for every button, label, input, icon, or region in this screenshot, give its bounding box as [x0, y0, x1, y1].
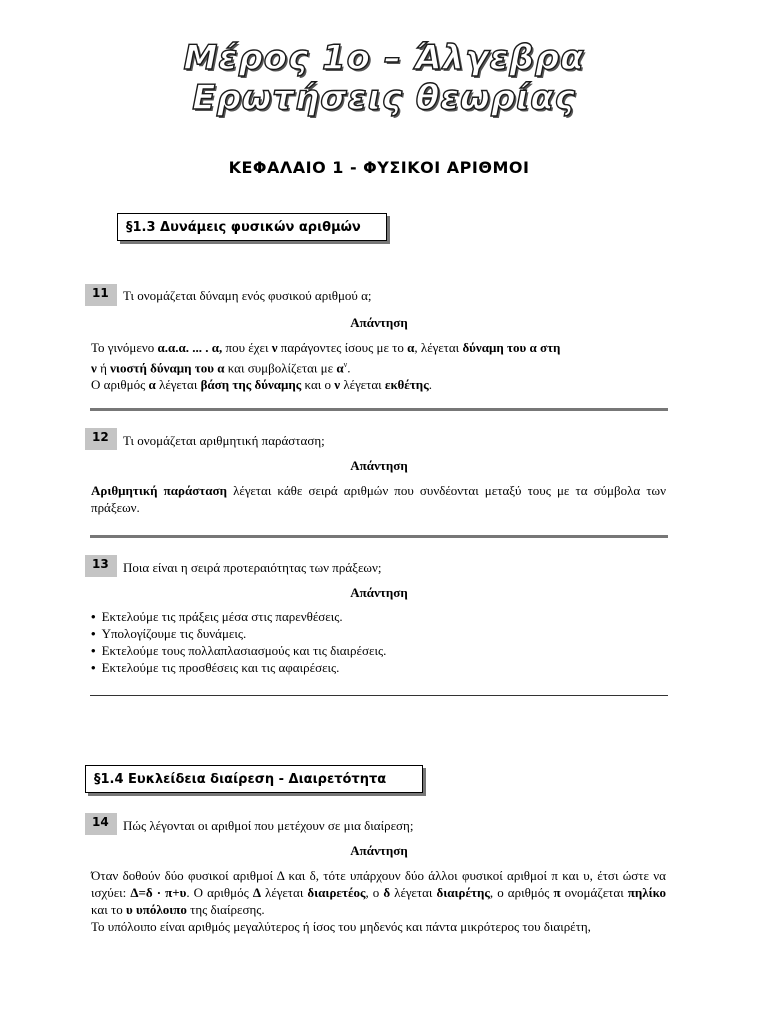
- section-heading-1-3: §1.3 Δυνάμεις φυσικών αριθμών: [117, 213, 387, 241]
- list-item: • Υπολογίζουμε τις δυνάμεις.: [91, 625, 386, 642]
- chapter-heading: ΚΕΦΑΛΑΙΟ 1 - ΦΥΣΙΚΟΙ ΑΡΙΘΜΟΙ: [228, 158, 530, 177]
- answer-body-11: Το γινόμενο α.α.α. ... . α, που έχει ν παράγοντες ίσους με το α, λέγεται δύναμη του α στη ν ή νιοστή δύναμη του α και συμβολίζεται με $\alpha^\nu$. Ο αριθμός α λέγεται βάση της δύναμης και ο ν λέγεται εκθέτης.: [91, 340, 561, 393]
- list-item: • Εκτελούμε τις προσθέσεις και τις αφαιρέσεις.: [91, 659, 386, 676]
- answer-label-11: Απάντηση: [350, 315, 408, 330]
- answer-label-14: Απάντηση: [350, 843, 408, 858]
- answer-label-13: Απάντηση: [350, 585, 408, 600]
- list-item: • Εκτελούμε τις πράξεις μέσα στις παρενθέσεις.: [91, 608, 386, 625]
- answer-body-12: Αριθμητική παράσταση λέγεται κάθε σειρά αριθμών που συνδέονται μεταξύ τους με τα σύμβολα των πράξεων.: [91, 483, 666, 515]
- question-number-13: 13: [85, 555, 117, 577]
- question-text-13: Ποια είναι η σειρά προτεραιότητας των πράξεων;: [123, 560, 382, 575]
- section-heading-1-4: §1.4 Ευκλείδεια διαίρεση - Διαιρετότητα: [85, 765, 423, 793]
- question-number-12: 12: [85, 428, 117, 450]
- page-title-line-1: Μέρος 1ο – Άλγεβρα: [183, 38, 585, 78]
- priority-list: [91, 608, 386, 676]
- answer-body-14: Όταν δοθούν δύο φυσικοί αριθμοί Δ και δ, τότε υπάρχουν δύο άλλοι φυσικοί αριθμοί π και υ, έτσι ώστε να ισχύει: Δ=δ · π+υ. Ο αριθμός Δ λέγεται διαιρετέος, ο δ λέγεται διαιρέτης, ο αριθμός π ονομάζεται πηλίκο και το υ υπόλοιπο της διαίρεσης. Το υπόλοιπο είναι αριθμός μεγαλύτερος ή ίσος του μηδενός και πάντα μικρότερος του διαιρέτη,: [91, 868, 667, 934]
- question-number-14: 14: [85, 813, 117, 835]
- divider: [90, 535, 668, 538]
- question-number-11: 11: [85, 284, 117, 306]
- question-text-11: Τι ονομάζεται δύναμη ενός φυσικού αριθμού α;: [123, 288, 372, 303]
- question-text-12: Τι ονομάζεται αριθμητική παράσταση;: [123, 433, 325, 448]
- divider: [90, 695, 668, 696]
- page-title-line-2: Ερωτήσεις θεωρίας: [192, 78, 576, 118]
- list-item: • Εκτελούμε τους πολλαπλασιασμούς και τις διαιρέσεις.: [91, 642, 386, 659]
- question-text-14: Πώς λέγονται οι αριθμοί που μετέχουν σε μια διαίρεση;: [123, 818, 414, 833]
- answer-label-12: Απάντηση: [350, 458, 408, 473]
- divider: [90, 408, 668, 411]
